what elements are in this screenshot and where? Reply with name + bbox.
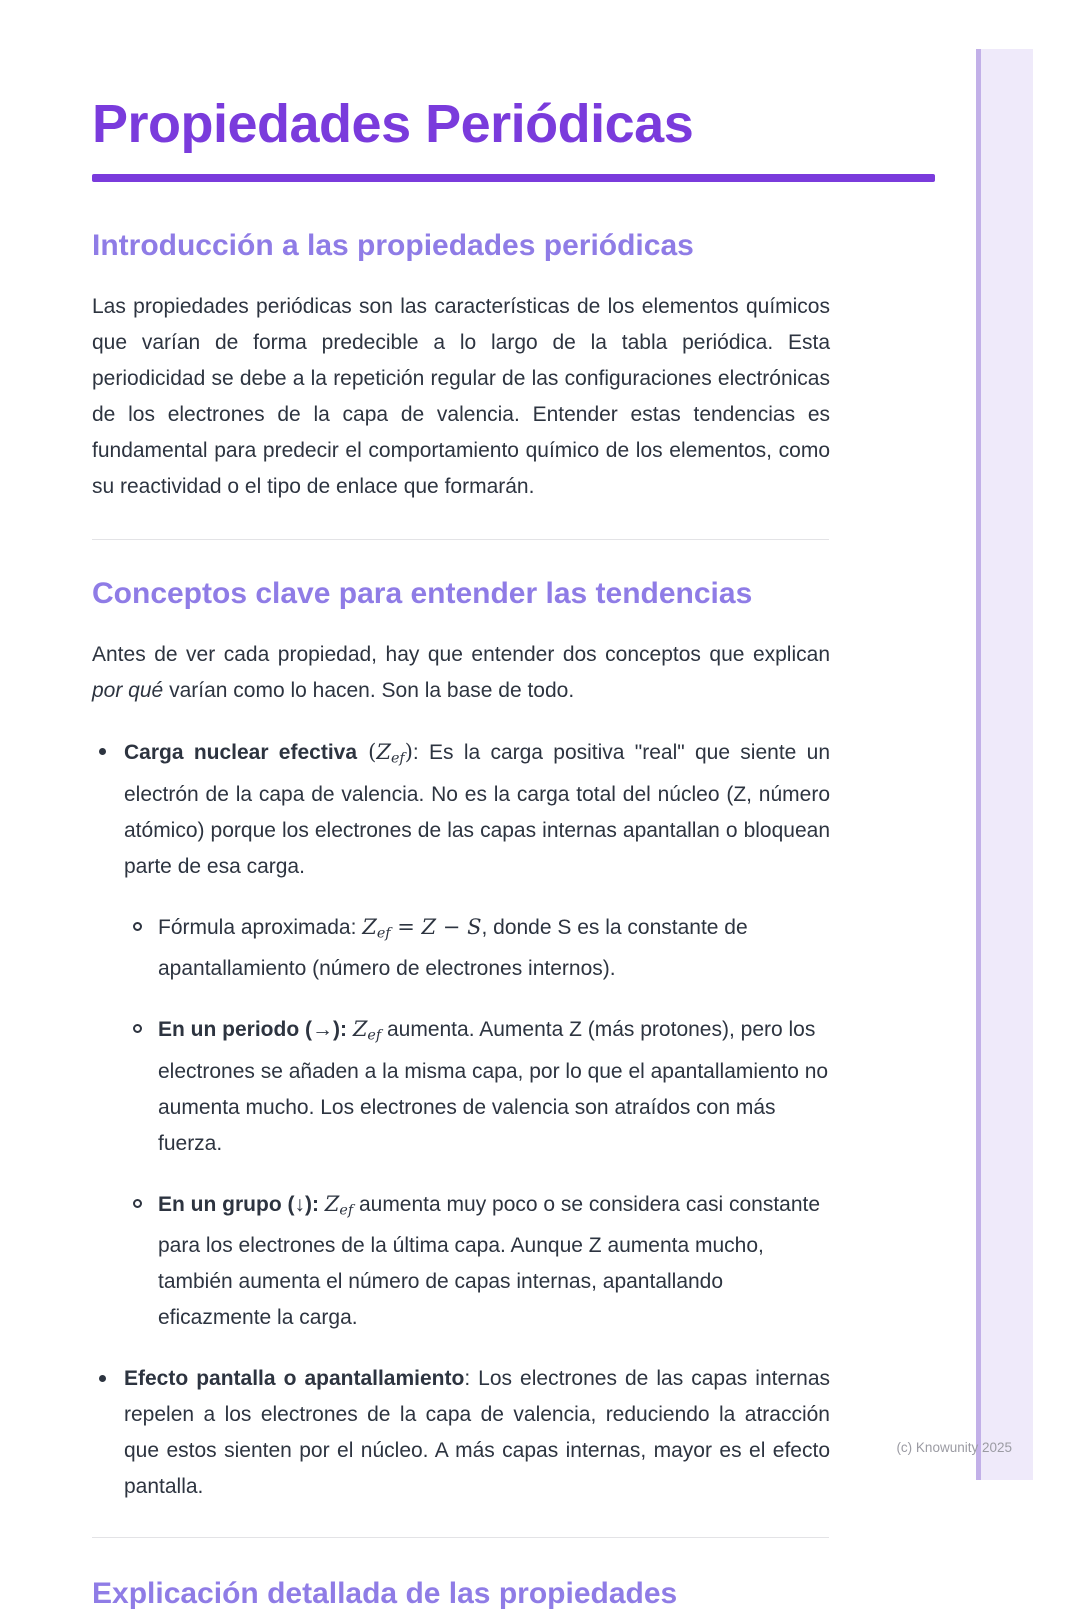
list-item-en-un-periodo (124, 1011, 830, 1162)
section-heading-explicacion: Explicación detallada de las propiedades (92, 1577, 678, 1611)
concepts-list (92, 734, 830, 1505)
page-title: Propiedades Periódicas (92, 94, 694, 154)
list-item-text: En un periodo (→): Zef aumenta. Aumenta Z (más protones), pero los electrones se añaden a la misma capa, por lo que el apantallamiento no aumenta mucho. Los electrones de valencia son atraídos con más fuerza. (158, 1017, 829, 1155)
carga-nuclear-sublist (124, 909, 830, 1337)
circle-bullet-icon (133, 1199, 142, 1208)
list-item-en-un-grupo (124, 1186, 830, 1337)
list-item-formula (124, 909, 830, 988)
copyright-credit: (c) Knowunity 2025 (896, 1440, 1012, 1455)
bullet-icon (99, 1375, 106, 1382)
list-item-text: Efecto pantalla o apantallamiento: Los electrones de las capas internas repelen a los electrones de la capa de valencia, reduciendo la atracción que estos sienten por el núcleo. A más capas internas, mayor es el efecto pantalla. (124, 1367, 830, 1499)
list-item-carga-nuclear (92, 734, 830, 1336)
list-item-text: En un grupo (↓): Zef aumenta muy poco o se considera casi constante para los electrones de la última capa. Aunque Z aumenta mucho, también aumenta el número de capas internas, apantallando eficazmente la carga. (158, 1191, 821, 1330)
section-divider (92, 1537, 829, 1538)
section-heading-introduccion: Introducción a las propiedades periódicas (92, 229, 694, 262)
list-item-text: Fórmula aproximada: Zef = Z − S, donde S es la constante de apantallamiento (número de electrones internos). (158, 914, 748, 981)
circle-bullet-icon (133, 922, 142, 931)
list-item-efecto-pantalla (92, 1361, 830, 1505)
circle-bullet-icon (133, 1024, 142, 1033)
section-conceptos (92, 576, 830, 1505)
bullet-icon (99, 748, 106, 755)
page-edge-line (976, 49, 981, 1480)
intro-paragraph: Las propiedades periódicas son las características de los elementos químicos que varían de forma predecible a lo largo de la tabla periódica. Esta periodicidad se debe a la repetición regular de las configuraciones electrónicas de los electrones de la capa de valencia. Entender estas tendencias es fundamental para predecir el comportamiento químico de los elementos, como su reactividad o el tipo de enlace que formarán. (92, 295, 830, 498)
title-underline (92, 174, 935, 182)
section-divider (92, 539, 829, 540)
list-item-text: Carga nuclear efectiva (Zef): Es la carga positiva "real" que siente un electrón de la capa de valencia. No es la carga total del núcleo (Z, número atómico) porque los electrones de las capas internas apantallan o bloquean parte de esa carga. (124, 740, 830, 878)
section-introduccion (92, 228, 830, 505)
conceptos-paragraph: Antes de ver cada propiedad, hay que entender dos conceptos que explican por qué varían como lo hacen. Son la base de todo. (92, 643, 830, 702)
next-page-preview-edge[interactable] (976, 49, 1033, 1480)
section-heading-conceptos: Conceptos clave para entender las tendencias (92, 577, 753, 610)
section-explicacion (92, 1576, 830, 1611)
page-content (92, 0, 830, 1611)
